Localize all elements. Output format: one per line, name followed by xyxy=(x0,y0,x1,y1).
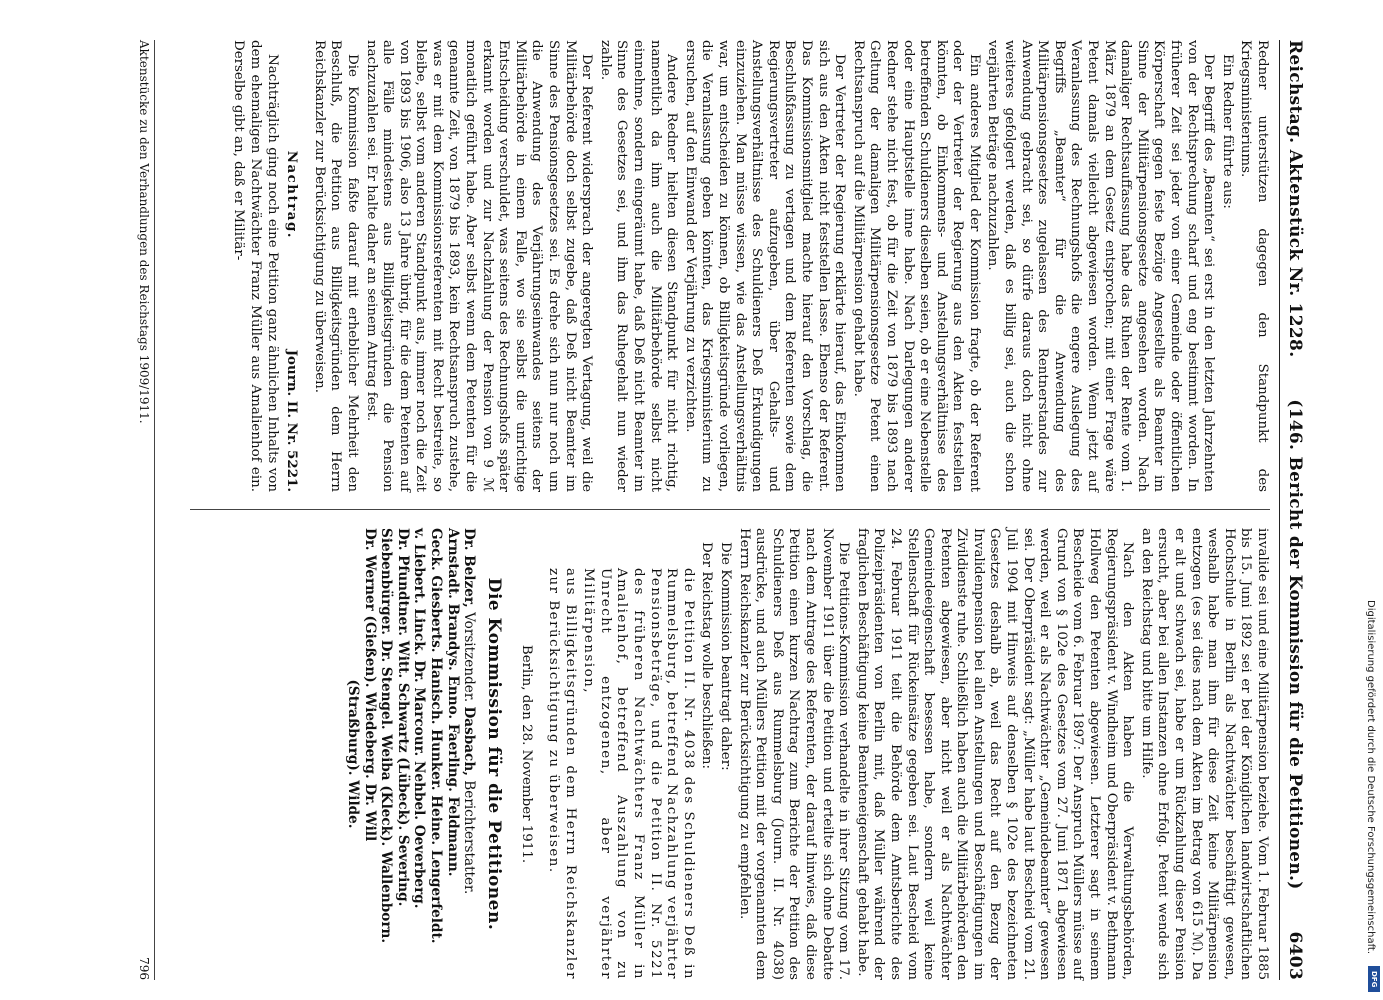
commission-title: Die Kommission für die Petitionen. xyxy=(483,577,504,931)
page-footnote xyxy=(137,40,155,980)
right-column xyxy=(345,528,1270,980)
date-line: Berlin, den 28. November 1911. xyxy=(519,644,535,864)
paragraph: Der Begriff des „Beamten“ sei erst in den letzten Jahrzehnten von der Rechtsprechung scharf und eng bestimmt worden. In früherer Zeit sei jeder von einer Gemeinde oder öffentlichen Körperschaft gegen feste Bezüge Angestellte als Beamter im Sinne der Militärpensionsgesetze angesehen worden. Nach damaliger Rechtsauffassung habe das Ruhen der Rente vom 1. März 1879 an dem Gesetz entsprochen; mit einer Frage wäre Petent damals vielleicht abgewiesen worden. Wenn jetzt auf Veranlassung des Rechnungshofs die engere Auslegung des Begriffs „Beamter“ für die Anwendung des Militärpensionsgesetzes zugelassen des Rentnerstandes zur Anwendung gebracht sei, so dürfe daraus doch nicht ohne weiteres gefolgert werden, daß es billig sei, auch die schon verjährten Beträge nachzuzahlen. xyxy=(985,40,1217,492)
header-middle: (146. Bericht der Kommission für die Petitionen.) xyxy=(1285,399,1305,890)
resolution-block xyxy=(544,528,695,980)
paragraph: Nach den Akten haben die Verwaltungsbehörden, Regierungspräsident v. Windheim und Oberpräsident v. Bethmann Hollweg den Petenten abgewiesen. Letzterer sagt in seinem Bescheide vom 6. Februar 1897: Der Anspruch Müllers müsse auf Grund von § 102e des Gesetzes vom 27. Juni 1871 abgewiesen werden, weil er als Nachtwächter „Gemeindebeamter“ gewesen sei. Der Oberpräsident sagt: „Müller habe laut Bescheid vom 21. Juli 1904 mit Hinweis auf denselben § 102e des bezeichneten Gesetzes deshalb ab, weil das Recht auf den Bezug der Invalidenpension bei allen Anstellungen und Beschäftigungen im Zivildienste ruhe. Schließlich haben auch die Militärbehörden den Petenten abgewiesen, aber nicht weil er als Nachtwächter Gemeindeeigenschaft besessen habe, sondern weil keine Stellenschaft für Rückeinsätze gegeben sei. Laut Bescheid vom 24. Februar 1911 teilt die Behörde dem Amtsberichte des Polizeipräsidenten von Berlin mit, daß Müller während der fraglichen Beschäftigung keine Beamteneigenschaft gehabt habe. xyxy=(854,528,1136,980)
member-row: Dr. Werner (Gießen). Wiedeberg. Dr. Will xyxy=(361,528,378,842)
left-column xyxy=(228,40,1270,492)
document-page xyxy=(60,40,1310,980)
nachtrag-heading xyxy=(284,40,301,492)
paragraph: Andere Redner hielten diesen Standpunkt für nicht richtig, namentlich da ihm auch die Militärbehörde selbst nicht einnehme, sondern eingeräumt habe, daß Deß nicht Beamter im Sinne des Gesetzes sei, und ihm das Ruhegehalt nun wieder zahle. xyxy=(597,40,680,492)
paragraph: Der Referent widersprach der angeregten Vertagung, weil die Militärbehörde doch selbst zugebe, daß Deß nicht Beamter im Sinne des Pensionsgesetzes sei. Es drehe sich nun nur noch um die Anwendung des Verjährungseinwandes seitens der Militärbehörde in einem Falle, wo sie selbst die unrichtige Entscheidung verschuldet, was seitens des Rechnungshofs später erkannt worden und zur Nachzahlung der Pension von 9 ℳ monatlich geführt habe. Aber selbst wenn dem Petenten für die genannte Zeit, von 1879 bis 1893, kein Rechtsanspruch zustehe, was er mit dem Kommissionsreferenten mit Recht bestreite, so bleibe, selbst vom anderen Standpunkt aus, immer noch die Zeit von 1893 bis 1906, also 13 Jahre übrig, für die dem Petenten auf alle Fälle mindestens aus Billigkeitsgründen die Pension nachzuzahlen sei. Er halte daher an seinem Antrag fest. xyxy=(363,40,595,492)
resolution-end: aus Billigkeitsgründen dem Herrn Reichskanzler zur Berücksichtigung zu überweisen. xyxy=(546,568,578,980)
page-number: 6403 xyxy=(1285,931,1305,980)
member-row: Dr. Belzer, Vorsitzender. Dasbach, Berichterstatter. xyxy=(461,528,478,895)
paragraph: invalide sei und eine Militärpension beziehe. Vom 1. Februar 1885 bis 15. Juni 1892 sei er bei der Königlichen landwirtschaftlichen Hochschule in Berlin als Nachtwächter beschäftigt gewesen, weshalb habe man ihm für diese Zeit keine Militärpension entzogen (es sei dies nach dem Akten im Betrag von 615 ℳ). Da er alt und schwach sei, habe er um Rückzahlung dieser Pension ersucht, aber bei allen Instanzen ohne Erfolg. Petent wende sich an den Reichstag und bitte um Hilfe. xyxy=(1138,528,1270,980)
paragraph: Die Kommission faßte darauf mit erheblicher Mehrheit den Beschluß, die Petition aus Billigkeitsgründen dem Herrn Reichskanzler zur Berücksichtigung zu überweisen. xyxy=(311,40,360,492)
member-list xyxy=(345,528,478,980)
member-row: Siebenbürger. Dr. Stengel. Weiba (Kleck). Wallenborn. xyxy=(378,528,395,944)
paragraph: Nachträglich ging noch eine Petition ganz ähnlichen Inhalts von dem ehemaligen Nachtwächter Franz Müller aus Amalienhof ein. Derselbe gibt an, daß er Militär- xyxy=(231,40,280,492)
member-row: (Straßburg). Wilde. xyxy=(345,679,362,829)
resolution-text: die Petition II. Nr. 4038 des Schuldieners Deß in Rummelsburg, betreffend Nachzahlung verjährter Pensionsbeträge, und die Petition II. Nr. 5221 des früheren Nachtwächters Franz Müller in Amalienhof, betreffend Auszahlung von zu Unrecht entzogenen, aber verjährter Militärpension, xyxy=(581,568,696,980)
paragraph: Die Petitions-Kommission verhandelte in ihrer Sitzung vom 17. November 1911 über die Petition und erteilte sich ohne Debatte nach dem Antrage des Referenten, der darauf hinwies, daß diese Petition einen kurzen Nachtrag zum Berichte der Petition des Schuldieners Deß aus Rummelsburg (Journ. II. Nr. 4038) ausdrücke, und auch Müllers Petition mit der vorgenannten dem Herrn Reichskanzler zur Berücksichtigung zu empfehlen. xyxy=(736,528,852,980)
paragraph: Redner unterstützen dagegen den Standpunkt des Kriegsministeriums. xyxy=(1238,40,1270,492)
paragraph: Der Vertreter der Regierung erklärte hierauf, das Einkommen sich aus den Akten nicht feststellen lasse. Ebenso der Referent. Das Kommissionsmitglied machte hierauf den Vorschlag, die Beschlußfassung zu vertagen und dem Referenten sowie dem Regierungsvertreter aufzugeben, über Gehalts- und Anstellungsverhältnisse des Schuldieners Deß Erkundigungen einzuziehen. Man müsse wissen, wie das Anstellungsverhältnis war, um entscheiden zu können, ob Billigkeitsgründe vorliegen, die Veranlassung geben könnten, das Kriegsministerium zu ersuchen, auf den Einwand der Verjährung zu verzichten. xyxy=(682,40,848,492)
member-row: Dr. Pfundtner. Witt. Schwartz (Lübeck). Severing. xyxy=(394,528,411,907)
member-row: v. Liebert. Linck. Dr. Marcour. Nehbel. Oeverberg. xyxy=(411,528,428,909)
member-row: Arnstadt. Brandys. Enno. Faerling. Feldmann. xyxy=(444,528,461,877)
header-left: Reichstag. Aktenstück Nr. 1228. xyxy=(1285,40,1305,358)
journal-number: Journ. II. Nr. 5221. xyxy=(284,349,301,492)
resolution-intro: Der Reichstag wolle beschließen: xyxy=(699,542,715,770)
paragraph: Ein Redner führte aus: xyxy=(1219,54,1235,209)
digitization-credit: Digitalisierung gefördert durch die Deutsche Forschungsgemeinschaft. xyxy=(1365,600,1376,955)
paragraph: Die Kommission beantragt daher: xyxy=(718,542,733,771)
paragraph: Ein anderes Mitglied der Kommission fragte, ob der Referent oder der Vertreter der Regierung aus den Akten feststellen könnten, ob Einkommens- und Anstellungsverhältnisse des betreffenden Schuldieners dieselben seien, ob er eine Nebenstelle oder eine Hauptstelle inne habe. Nach Darlegungen anderer Redner stehe nicht fest, ob für die Zeit von 1879 bis 1893 nach Geltung der damaligen Militärpensionsgesetze Petent einen Rechtsanspruch auf die Militärpension gehabt habe. xyxy=(850,40,982,492)
page-header xyxy=(1279,40,1310,980)
column-divider xyxy=(190,509,1270,510)
footnote-left: Aktenstücke zu den Verhandlungen des Reichstags 1909/1911. xyxy=(137,40,151,424)
nachtrag-label: Nachtrag. xyxy=(284,150,301,239)
dfg-logo-icon: DFG xyxy=(1368,966,1380,992)
member-row: Geck. Giesberts. Hanisch. Hunker. Heine. Lengerfeldt. xyxy=(428,528,445,944)
footnote-right: 796 xyxy=(137,957,151,980)
